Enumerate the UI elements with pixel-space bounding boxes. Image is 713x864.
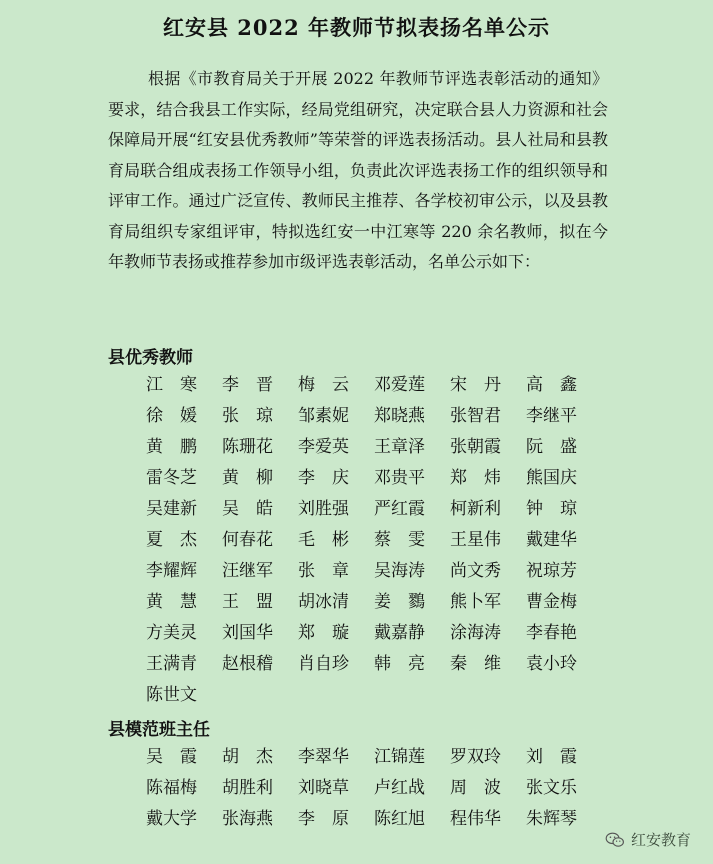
model-head-teachers-list: [146, 742, 606, 835]
name-item: 江锦莲: [374, 747, 425, 767]
name-item: 夏 杰: [146, 530, 197, 550]
name-item: 韩 亮: [374, 654, 425, 674]
name-item: 姜 鷚: [374, 592, 425, 612]
name-item: 刘国华: [222, 623, 273, 643]
name-item: 李耀辉: [146, 561, 197, 581]
name-item: 陈福梅: [146, 778, 197, 798]
name-item: 张文乐: [526, 778, 577, 798]
name-item: 王章泽: [374, 437, 425, 457]
wechat-icon: [605, 832, 625, 848]
name-item: 何春花: [222, 530, 273, 550]
name-item: 邓爱莲: [374, 375, 425, 395]
name-item: 黄 慧: [146, 592, 197, 612]
name-item: 汪继军: [222, 561, 273, 581]
section-heading-excellent-teachers: 县优秀教师: [108, 348, 193, 368]
name-item: 邓贵平: [374, 468, 425, 488]
name-item: 柯新利: [450, 499, 501, 519]
name-item: 黄 柳: [222, 468, 273, 488]
name-item: 罗双玲: [450, 747, 501, 767]
name-item: 程伟华: [450, 809, 501, 829]
name-item: 刘胜强: [298, 499, 349, 519]
name-item: 雷冬芝: [146, 468, 197, 488]
name-item: 王 盟: [222, 592, 273, 612]
name-item: 秦 维: [450, 654, 501, 674]
name-item: 赵根稽: [222, 654, 273, 674]
name-item: 熊国庆: [526, 468, 577, 488]
name-item: 郑 璇: [298, 623, 349, 643]
name-item: 梅 云: [298, 375, 349, 395]
name-item: 尚文秀: [450, 561, 501, 581]
name-item: 阮 盛: [526, 437, 577, 457]
name-item: 周 波: [450, 778, 501, 798]
name-item: 曹金梅: [526, 592, 577, 612]
name-item: 李春艳: [526, 623, 577, 643]
name-item: 刘 霞: [526, 747, 577, 767]
name-item: 黄 鹏: [146, 437, 197, 457]
section-heading-model-head-teachers: 县模范班主任: [108, 720, 210, 740]
name-item: 朱辉琴: [526, 809, 577, 829]
name-item: 陈世文: [146, 685, 197, 705]
watermark: [605, 829, 691, 850]
name-item: 李翠华: [298, 747, 349, 767]
name-item: 吴建新: [146, 499, 197, 519]
name-item: 蔡 雯: [374, 530, 425, 550]
name-item: 邹素妮: [298, 406, 349, 426]
name-item: 张朝霞: [450, 437, 501, 457]
name-item: 戴大学: [146, 809, 197, 829]
name-item: 郑晓燕: [374, 406, 425, 426]
name-item: 方美灵: [146, 623, 197, 643]
name-item: 江 寒: [146, 375, 197, 395]
name-item: 陈红旭: [374, 809, 425, 829]
name-item: 钟 琼: [526, 499, 577, 519]
name-item: 高 鑫: [526, 375, 577, 395]
name-item: 吴海涛: [374, 561, 425, 581]
name-item: 熊卜军: [450, 592, 501, 612]
page-title: 红安县 2022 年教师节拟表扬名单公示: [162, 15, 551, 40]
name-item: 毛 彬: [298, 530, 349, 550]
name-item: 徐 媛: [146, 406, 197, 426]
name-item: 戴建华: [526, 530, 577, 550]
intro-paragraph: 根据《市教育局关于开展 2022 年教师节评选表彰活动的通知》要求，结合我县工作实际，经局党组研究，决定联合县人力资源和社会保障局开展“红安县优秀教师”等荣誉的评选表扬活动。县人社局和县教育局联合组成表扬工作领导小组，负责此次评选表扬工作的组织领导和评审工作。通过广泛宣传、教师民主推荐、各学校初审公示，以及县教育局组织专家组评审，特拟选红安一中江寒等 220 余名教师，拟在今年教师节表扬或推荐参加市级评选表彰活动，名单公示如下：: [108, 69, 608, 271]
name-item: 卢红战: [374, 778, 425, 798]
name-item: 郑 炜: [450, 468, 501, 488]
name-item: 祝琼芳: [526, 561, 577, 581]
name-item: 张智君: [450, 406, 501, 426]
excellent-teachers-list: [146, 370, 606, 711]
name-item: 张 琼: [222, 406, 273, 426]
name-item: 严红霞: [374, 499, 425, 519]
name-item: 宋 丹: [450, 375, 501, 395]
name-item: 张 章: [298, 561, 349, 581]
name-item: 胡胜利: [222, 778, 273, 798]
name-item: 李爱英: [298, 437, 349, 457]
name-item: 胡冰清: [298, 592, 349, 612]
name-item: 刘晓草: [298, 778, 349, 798]
name-item: 袁小玲: [526, 654, 577, 674]
name-item: 李 庆: [298, 468, 349, 488]
name-item: 肖自珍: [298, 654, 349, 674]
name-item: 王满青: [146, 654, 197, 674]
name-item: 戴嘉静: [374, 623, 425, 643]
watermark-text: 红安教育: [630, 831, 691, 849]
name-item: 胡 杰: [222, 747, 273, 767]
name-item: 吴 霞: [146, 747, 197, 767]
name-item: 涂海涛: [450, 623, 501, 643]
name-item: 李 晋: [222, 375, 273, 395]
name-item: 吴 皓: [222, 499, 273, 519]
name-item: 张海燕: [222, 809, 273, 829]
name-item: 李 原: [298, 809, 349, 829]
name-item: 李继平: [526, 406, 577, 426]
name-item: 王星伟: [450, 530, 501, 550]
name-item: 陈珊花: [222, 437, 273, 457]
